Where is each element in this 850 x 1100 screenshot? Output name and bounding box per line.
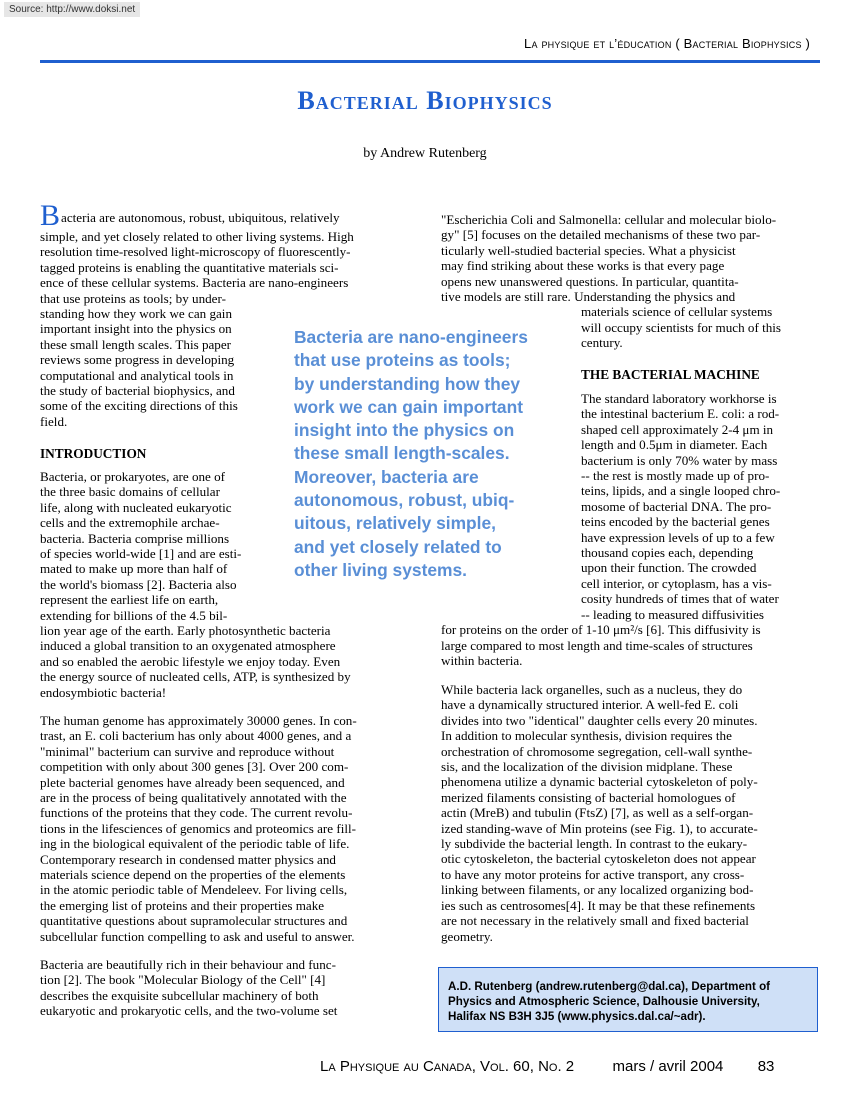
pull-quote-line: Moreover, bacteria are [294, 466, 479, 487]
text-line: materials science of cellular systems [581, 304, 773, 320]
text-line: in the atomic periodic table of Mendeleev. For living cells, [40, 882, 348, 898]
intro-line: important insight into the physics on [40, 321, 232, 337]
text-line: will occupy scientists for much of this [581, 319, 782, 335]
text-line: ticularly well-studied bacterial species. What a physicist [441, 242, 736, 258]
left-paragraph-2 [40, 713, 432, 944]
text-line: ing in the biological equivalent of the periodic table of life. [40, 836, 350, 852]
text-line: Bacteria, or prokaryotes, are one of [40, 469, 226, 484]
intro-line: ence of these cellular systems. Bacteria are nano-engineers [40, 275, 349, 291]
text-line: "Escherichia Coli and Salmonella: cellular and molecular biolo- [441, 212, 777, 227]
pull-quote-line: and yet closely related to [294, 536, 502, 557]
text-line: eukaryotic and prokaryotic cells, and the two-volume set [40, 1003, 338, 1019]
right-paragraph-3 [441, 682, 826, 944]
pull-quote [294, 326, 564, 582]
pull-quote-line: other living systems. [294, 559, 467, 580]
text-line: bacteria. Bacteria comprise millions [40, 530, 230, 546]
heading-bacterial-machine: THE BACTERIAL MACHINE [581, 367, 760, 382]
page-number: 83 [757, 1058, 775, 1075]
intro-line: field. [40, 413, 68, 429]
intro-line: standing how they work we can gain [40, 306, 232, 322]
text-line: orchestration of chromosome segregation, cell-wall synthe- [441, 743, 753, 759]
text-line: subcellular function compelling to ask and useful to answer. [40, 928, 355, 944]
intro-line: tagged proteins is enabling the quantitative materials sci- [40, 259, 339, 275]
text-line: gy" [5] focuses on the detailed mechanisms of these two par- [441, 227, 761, 243]
text-line: -- the rest is mostly made up of pro- [581, 468, 770, 484]
text-line: life, along with nucleated eukaryotic [40, 499, 232, 515]
text-line: sis, and the localization of the division midplane. These [441, 759, 733, 775]
drop-cap: B [40, 199, 61, 232]
text-line: ies such as centrosomes[4]. It may be that these refinements [441, 897, 756, 913]
text-line: the emerging list of proteins and their properties make [40, 897, 325, 913]
text-line: competition with only about 300 genes [3]. Over 200 com- [40, 759, 349, 775]
text-line: cosity hundreds of times that of water [581, 591, 779, 607]
intro-line: the study of bacterial biophysics, and [40, 383, 235, 399]
text-line: actin (MreB) and tubulin (FtsZ) [7], as well as a self-organ- [441, 805, 754, 821]
text-line: bacterium is only 70% water by mass [581, 452, 778, 468]
text-line: geometry. [441, 928, 493, 944]
text-line: endosymbiotic bacteria! [40, 684, 167, 700]
intro-line: simple, and yet closely related to other living systems. High [40, 229, 354, 244]
pull-quote-line: these small length-scales. [294, 443, 510, 464]
text-line: Bacteria are beautifully rich in their behaviour and func- [40, 957, 336, 972]
text-line: mosome of bacterial DNA. The pro- [581, 498, 772, 514]
text-line: -- leading to measured diffusivities [581, 606, 765, 622]
intro-line: acteria are autonomous, robust, ubiquitous, relatively [61, 210, 340, 225]
text-line: tive models are still rare. Understanding the physics and [441, 289, 736, 305]
text-line: tion [2]. The book "Molecular Biology of the Cell" [4] [40, 972, 326, 988]
pull-quote-line: that use proteins as tools; [294, 350, 511, 371]
text-line: and so enabled the aerobic lifestyle we enjoy today. Even [40, 653, 341, 669]
text-line: the world's biomass [2]. Bacteria also [40, 576, 237, 592]
text-line: ized standing-wave of Min proteins (see Fig. 1), to accurate- [441, 820, 758, 836]
text-line: large compared to most length and time-scales of structures [441, 637, 753, 653]
text-line: have expression levels of up to a few [581, 529, 775, 545]
intro-line: that use proteins as tools; by under- [40, 290, 226, 306]
page-footer [320, 1058, 820, 1075]
text-line: phenomena utilize a dynamic bacterial cytoskeleton of poly- [441, 774, 758, 790]
text-line: cells and the extremophile archae- [40, 515, 220, 531]
text-line: plete bacterial genomes have already been sequenced, and [40, 774, 345, 790]
text-line: divides into two "identical" daughter cells every 20 minutes. [441, 712, 758, 728]
text-line: teins encoded by the bacterial genes [581, 514, 770, 530]
text-line: linking between filaments, or any localized organizing bod- [441, 882, 754, 898]
intro-line: computational and analytical tools in [40, 367, 234, 383]
heading-introduction: INTRODUCTION [40, 446, 147, 461]
text-line: materials science depend on the properties of the elements [40, 867, 346, 883]
text-line: induced a global transition to an oxygenated atmosphere [40, 638, 336, 654]
text-line: The human genome has approximately 30000 genes. In con- [40, 713, 357, 728]
intro-line: some of the exciting directions of this [40, 398, 238, 414]
pull-quote-line: uitous, relatively simple, [294, 513, 496, 534]
text-line: In addition to molecular synthesis, division requires the [441, 728, 732, 744]
article-title: Bacterial Biophysics [297, 86, 553, 115]
header-rule [40, 60, 820, 63]
text-line: tions in the lifesciences of genomics and proteomics are fill- [40, 820, 356, 836]
text-line: the three basic domains of cellular [40, 484, 220, 500]
intro-line: these small length scales. This paper [40, 336, 232, 352]
intro-line: resolution time-resolved light-microscopy of fluorescently- [40, 244, 351, 260]
pull-quote-line: insight into the physics on [294, 420, 515, 441]
footer-journal: La Physique au Canada, Vol. 60, No. 2 [320, 1058, 575, 1075]
running-header: La physique et l’éducation ( Bacterial Biophysics ) [524, 36, 810, 51]
text-line: opens new unanswered questions. In particular, quantita- [441, 273, 739, 289]
text-line: merized filaments consisting of bacterial homologues of [441, 789, 736, 805]
text-line: century. [581, 335, 623, 351]
text-line: may find striking about these works is that every page [441, 258, 725, 274]
text-line: represent the earliest life on earth, [40, 592, 219, 608]
text-line: While bacteria lack organelles, such as a nucleus, they do [441, 682, 743, 697]
left-paragraph-3 [40, 957, 432, 1019]
text-line: otic cytoskeleton, the bacterial cytoskeleton does not appear [441, 851, 756, 867]
text-line: are not necessary in the relatively small and fixed bacterial [441, 913, 749, 929]
byline: by Andrew Rutenberg [363, 146, 487, 161]
pull-quote-line: work we can gain important [294, 396, 524, 417]
text-line: The standard laboratory workhorse is [581, 391, 777, 406]
text-line: "minimal" bacterium can survive and reproduce without [40, 743, 335, 759]
text-line: have a dynamically structured interior. A well-fed E. coli [441, 697, 739, 713]
author-line: Halifax NS B3H 3J5 (www.physics.dal.ca/~adr). [448, 1010, 706, 1023]
text-line: of species world-wide [1] and are esti- [40, 546, 242, 562]
text-line: teins, lipids, and a single looped chro- [581, 483, 781, 499]
text-line: functions of the proteins that they code. The current revolu- [40, 805, 353, 821]
text-line: the energy source of nucleated cells, ATP, is synthesized by [40, 669, 351, 685]
footer-date: mars / avril 2004 [612, 1058, 724, 1075]
text-line: ly subdivide the bacterial length. In contrast to the eukary- [441, 836, 748, 852]
text-line: quantitative questions about supramolecular structures and [40, 913, 348, 929]
text-line: lion year age of the earth. Early photosynthetic bacteria [40, 623, 331, 639]
text-line: for proteins on the order of 1-10 μm²/s [6]. This diffusivity is [441, 622, 761, 638]
text-line: within bacteria. [441, 652, 523, 668]
author-info-box [438, 967, 818, 1032]
text-line: shaped cell approximately 2-4 μm in [581, 421, 774, 437]
author-line: A.D. Rutenberg (andrew.rutenberg@dal.ca), Department of [448, 980, 771, 993]
pull-quote-line: Bacteria are nano-engineers [294, 327, 528, 347]
author-line: Physics and Atmospheric Science, Dalhousie University, [448, 995, 760, 1008]
text-line: trast, an E. coli bacterium has only about 4000 genes, and a [40, 728, 352, 744]
source-tag: Source: http://www.doksi.net [4, 2, 140, 17]
text-line: mated to make up more than half of [40, 561, 228, 577]
pull-quote-line: by understanding how they [294, 373, 521, 394]
text-line: are in the process of being qualitatively annotated with the [40, 790, 347, 806]
text-line: to have any motor proteins for active transport, any cross- [441, 866, 745, 882]
text-line: length and 0.5μm in diameter. Each [581, 437, 768, 453]
text-line: cell interior, or cytoplasm, has a vis- [581, 575, 772, 591]
text-line: Contemporary research in condensed matter physics and [40, 851, 336, 867]
intro-line: reviews some progress in developing [40, 352, 235, 368]
text-line: describes the exquisite subcellular machinery of both [40, 987, 319, 1003]
pull-quote-line: autonomous, robust, ubiq- [294, 490, 515, 511]
text-line: upon their function. The crowded [581, 560, 757, 576]
text-line: thousand copies each, depending [581, 545, 754, 561]
text-line: extending for billions of the 4.5 bil- [40, 607, 228, 623]
text-line: the intestinal bacterium E. coli: a rod- [581, 406, 780, 422]
